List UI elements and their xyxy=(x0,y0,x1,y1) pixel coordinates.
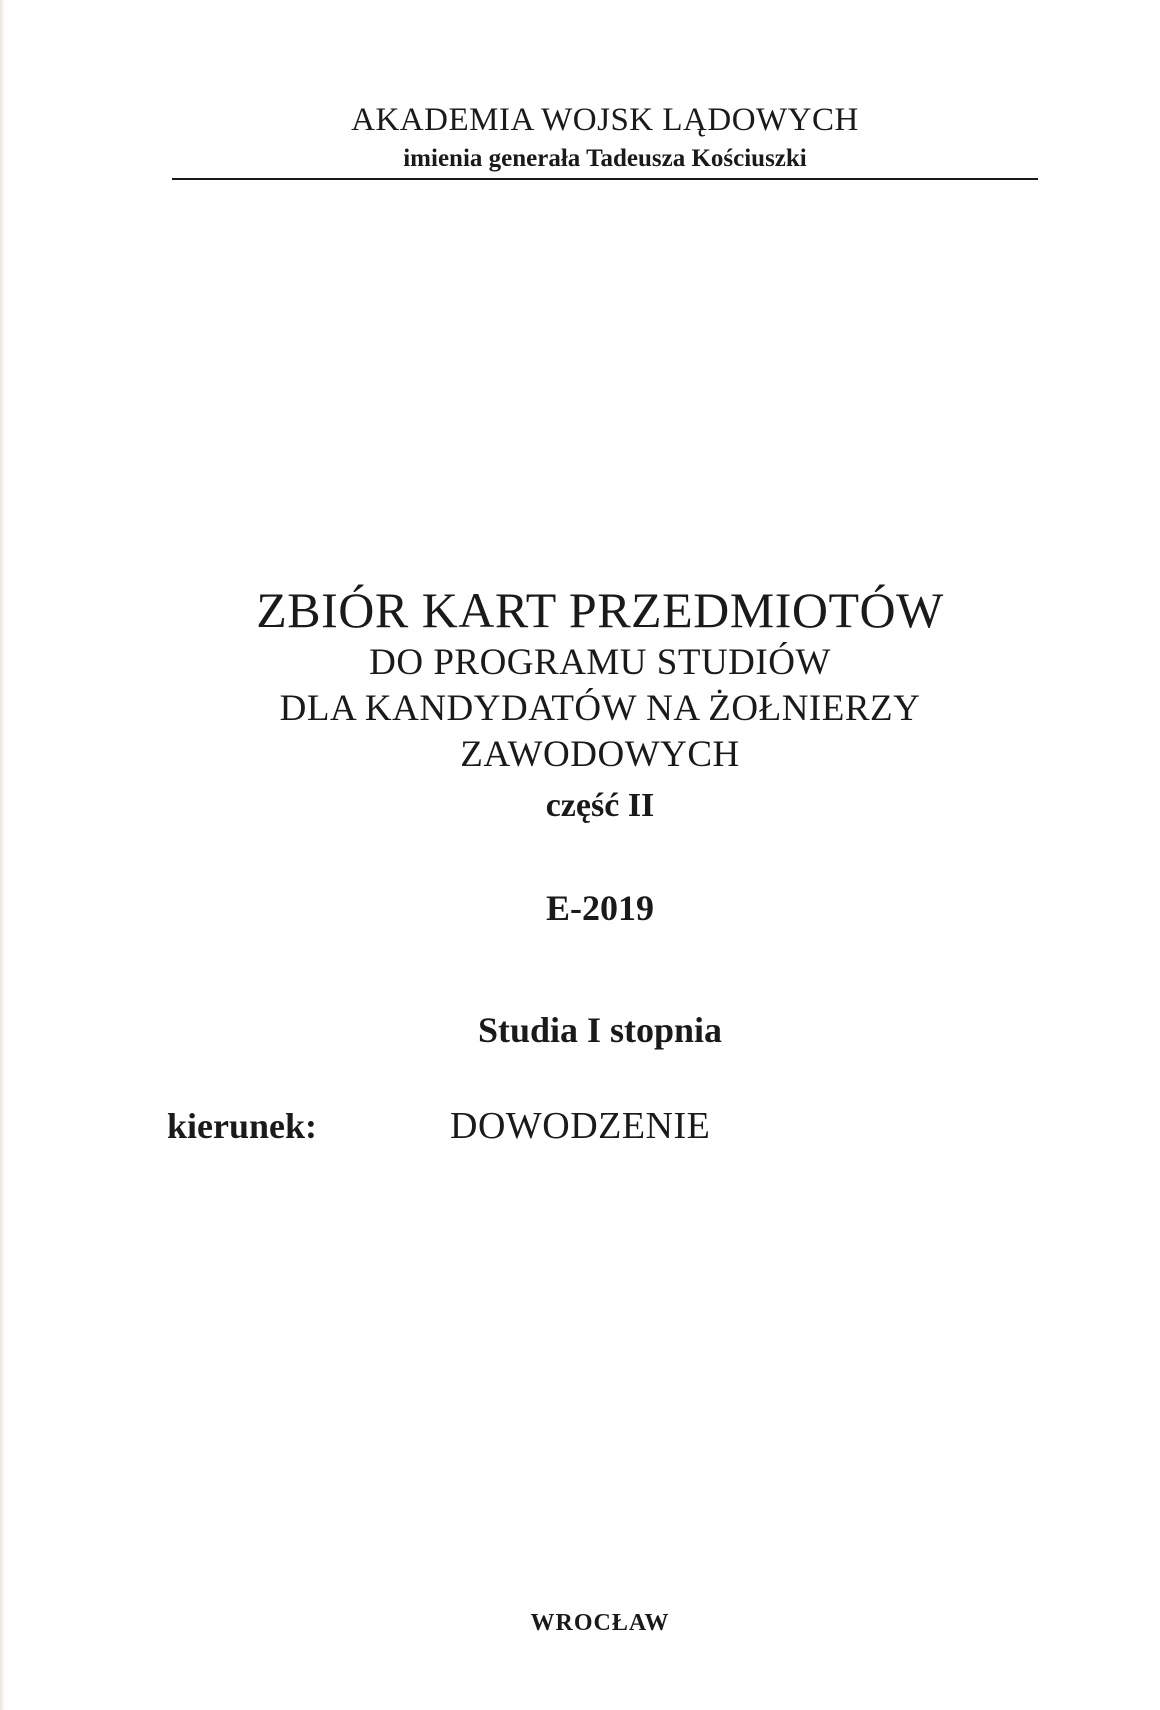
publication-city: WROCŁAW xyxy=(530,1610,670,1636)
document-title: ZBIÓR KART PRZEDMIOTÓW xyxy=(256,582,944,638)
header-divider xyxy=(172,178,1038,180)
institution-name: AKADEMIA WOJSK LĄDOWYCH xyxy=(351,102,859,138)
scan-edge xyxy=(0,0,5,1710)
subtitle-line-2: DLA KANDYDATÓW NA ŻOŁNIERZY xyxy=(279,688,921,729)
institution-patron: imienia generała Tadeusza Kościuszki xyxy=(403,145,807,172)
document-header xyxy=(172,100,1038,175)
subtitle-line-1: DO PROGRAMU STUDIÓW xyxy=(369,642,831,683)
edition-code: E-2019 xyxy=(546,888,654,928)
title-block xyxy=(130,580,1070,828)
field-value: DOWODZENIE xyxy=(450,1105,711,1147)
study-level: Studia I stopnia xyxy=(477,1010,723,1050)
subtitle-line-3: ZAWODOWYCH xyxy=(460,734,740,775)
field-label: kierunek: xyxy=(167,1106,318,1146)
document-part: część II xyxy=(545,787,655,824)
